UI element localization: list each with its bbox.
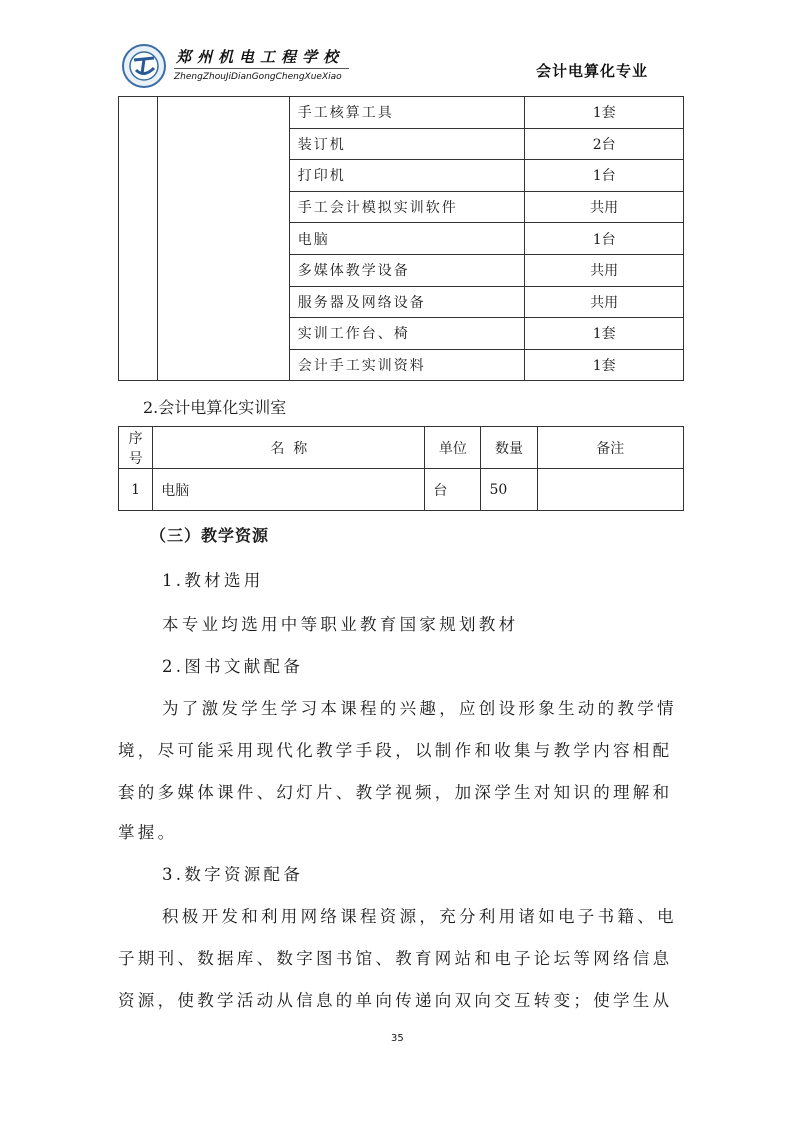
subheading-digital: 3.数字资源配备: [162, 865, 304, 884]
school-name-cn: 郑州机电工程学校: [176, 48, 345, 66]
lab2-table: [118, 426, 684, 511]
cell-equipment-name: 装订机: [289, 128, 525, 160]
books-line-1: 为了激发学生学习本课程的兴趣，应创设形象生动的教学情: [162, 699, 677, 718]
books-line-3: 套的多媒体课件、幻灯片、教学视频，加深学生对知识的理解和: [118, 783, 673, 802]
cell-equipment-name: 手工会计模拟实训软件: [289, 191, 525, 223]
books-line-2: 境，尽可能采用现代化教学手段，以制作和收集与教学内容相配: [118, 741, 673, 760]
header-name: 名 称: [153, 427, 425, 469]
cell-equipment-name: 打印机: [289, 160, 525, 192]
digital-line-3: 资源，使教学活动从信息的单向传递向双向交互转变；使学生从: [118, 991, 673, 1010]
header-rule: [174, 68, 349, 69]
header-qty: 数量: [481, 427, 537, 469]
cell-equipment-name: 多媒体教学设备: [289, 254, 525, 286]
cell-equipment-name: 会计手工实训资料: [289, 349, 525, 381]
cell-unit: 台: [425, 469, 481, 511]
table-row: [119, 469, 684, 511]
header-unit: 单位: [425, 427, 481, 469]
cell-equipment-qty: 共用: [525, 254, 684, 286]
cell-name: 电脑: [153, 469, 425, 511]
digital-line-2: 子期刊、数据库、数字图书馆、教育网站和电子论坛等网络信息: [118, 949, 673, 968]
cell-qty: 50: [481, 469, 537, 511]
cell-equipment-qty: 2台: [525, 128, 684, 160]
subheading-books: 2.图书文献配备: [162, 657, 304, 676]
digital-line-1: 积极开发和利用网络课程资源，充分利用诸如电子书籍、电: [162, 907, 677, 926]
school-name-en: ZhengZhouJiDianGongChengXueXiao: [174, 72, 342, 82]
cell-note: [537, 469, 683, 511]
cell-no: 1: [119, 469, 153, 511]
page-header: [118, 38, 688, 96]
table-header-row: [119, 427, 684, 469]
cell-equipment-qty: 1套: [525, 318, 684, 350]
cell-equipment-name: 手工核算工具: [289, 97, 525, 129]
table-row: [119, 97, 684, 129]
cell-equipment-qty: 1台: [525, 160, 684, 192]
equipment-table: [118, 96, 684, 381]
cell-index-merged: [119, 97, 158, 381]
subheading-textbooks: 1.教材选用: [162, 571, 264, 590]
cell-equipment-name: 实训工作台、椅: [289, 318, 525, 350]
school-logo-icon: [122, 44, 166, 88]
cell-equipment-qty: 共用: [525, 286, 684, 318]
cell-equipment-name: 服务器及网络设备: [289, 286, 525, 318]
cell-category-merged: [158, 97, 289, 381]
cell-equipment-name: 电脑: [289, 223, 525, 255]
textbooks-text: 本专业均选用中等职业教育国家规划教材: [162, 615, 519, 634]
cell-equipment-qty: 1套: [525, 97, 684, 129]
section-title: （三）教学资源: [150, 526, 270, 545]
books-line-4: 掌握。: [118, 823, 178, 842]
major-name: 会计电算化专业: [535, 62, 648, 80]
header-note: 备注: [537, 427, 683, 469]
lab2-title: 2.会计电算化实训室: [143, 398, 287, 417]
header-no: 序号: [119, 427, 153, 469]
page-number: 35: [391, 1033, 404, 1044]
cell-equipment-qty: 1台: [525, 223, 684, 255]
cell-equipment-qty: 1套: [525, 349, 684, 381]
cell-equipment-qty: 共用: [525, 191, 684, 223]
